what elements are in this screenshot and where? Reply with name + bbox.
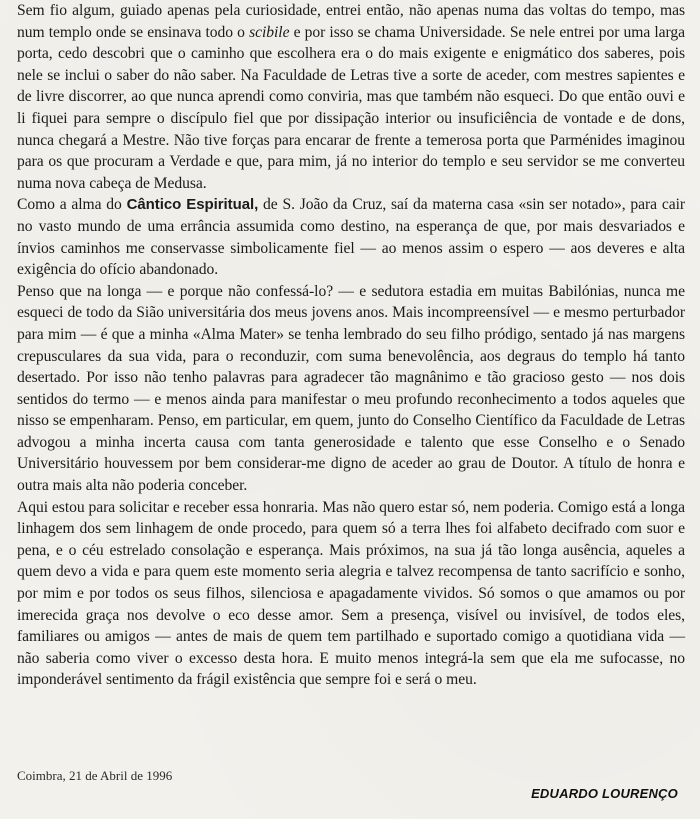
paragraph-text: Como a alma do <box>17 196 127 214</box>
italic-term: scibile <box>249 23 290 41</box>
letter-body <box>17 0 685 691</box>
paragraph <box>17 0 685 194</box>
dateline: Coimbra, 21 de Abril de 1996 <box>17 768 173 783</box>
paragraph-text: Sem fio algum, guiado apenas pela curiosidade, entrei então, não apenas numa das voltas do tempo, mas num templo onde se ensinava todo o <box>17 2 685 41</box>
author-signature: EDUARDO LOURENÇO <box>531 786 678 801</box>
bold-title: Cântico Espiritual, <box>126 196 259 214</box>
paragraph <box>17 497 685 691</box>
paragraph <box>17 194 685 280</box>
paragraph-text: e por isso se chama Universidade. Se nele entrei por uma larga porta, cedo descobri que o caminho que escolhera era o do mais exigente e enigmático dos saberes, pois nele se inclui o saber do não saber. Na Faculdade de Letras tive a sorte de aceder, com mestres sapientes e de livre discorrer, ao que nunca aprendi como conviria, mas que também não esqueci. Do que então ouvi e li fiquei para sempre o discípulo fiel que por dissipação interior ou insuficiência de vontade e de dons, nunca chegará a Mestre. Não tive forças para encarar de frente a temerosa porta que Parménides imaginou para os que procuram a Verdade e que, para mim, já no interior do templo e seu servidor se me converteu numa nova cabeça de Medusa. <box>17 23 686 192</box>
paragraph-text: Penso que na longa — e porque não confessá-lo? — e sedutora estadia em muitas Babilónias, nunca me esqueci de todo da Sião universitária dos meus jovens anos. Mais incompreensível — e mesmo perturbador para mim — é que a minha «Alma Mater» se tenha lembrado do seu filho pródigo, sentado já nas margens crepusculares da sua vida, para o reconduzir, com suma benevolência, aos degraus do templo há tanto desertado. Por isso não tenho palavras para agradecer tão magnânimo e tão gracioso gesto — nos dois sentidos do termo — e menos ainda para manifestar o meu profundo reconhecimento a todos aqueles que nisso se empenharam. Penso, em particular, em quem, junto do Conselho Científico da Faculdade de Letras advogou a minha incerta causa com tanta generosidade e talento que esse Conselho e o Senado Universitário houvessem por bem considerar-me digno de aceder ao grau de Doutor. A título de honra e outra mais alta não poderia conceber. <box>17 282 685 495</box>
paragraph-text: de S. João da Cruz, saí da materna casa «sin ser notado», para cair no vasto mundo de uma errância assumida como destino, na esperança de que, por mais desvariados e ínvios caminhos me conservasse simbolicamente fiel — ao menos assim o espero — aos deveres e alta exigência do ofício abandonado. <box>17 196 685 279</box>
paragraph <box>17 281 685 497</box>
paragraph-text: Aqui estou para solicitar e receber essa honraria. Mas não quero estar só, nem poderia. Comigo está a longa linhagem dos sem linhagem de onde procedo, para quem só a terra lhes foi alfabeto decifrado com suor e pena, e o céu estrelado consolação e esperança. Mais próximos, na sua já tão longa ausência, aqueles a quem devo a vida e para quem este momento seria alegria e talvez recompensa de tanto sacrifício e sonho, por mim e por todos os seus filhos, silenciosa e apagadamente vividos. Só somos o que amamos ou por imerecida graça nos devolve o eco desse amor. Sem a presença, visível ou invisível, de todos eles, familiares ou amigos — antes de mais de quem tem partilhado e suportado comigo a quotidiana vida — não saberia como viver o excesso desta hora. E muito menos integrá-la sem que ela me sufocasse, no imponderável sentimento da frágil existência que sempre foi e será o meu. <box>17 498 685 689</box>
